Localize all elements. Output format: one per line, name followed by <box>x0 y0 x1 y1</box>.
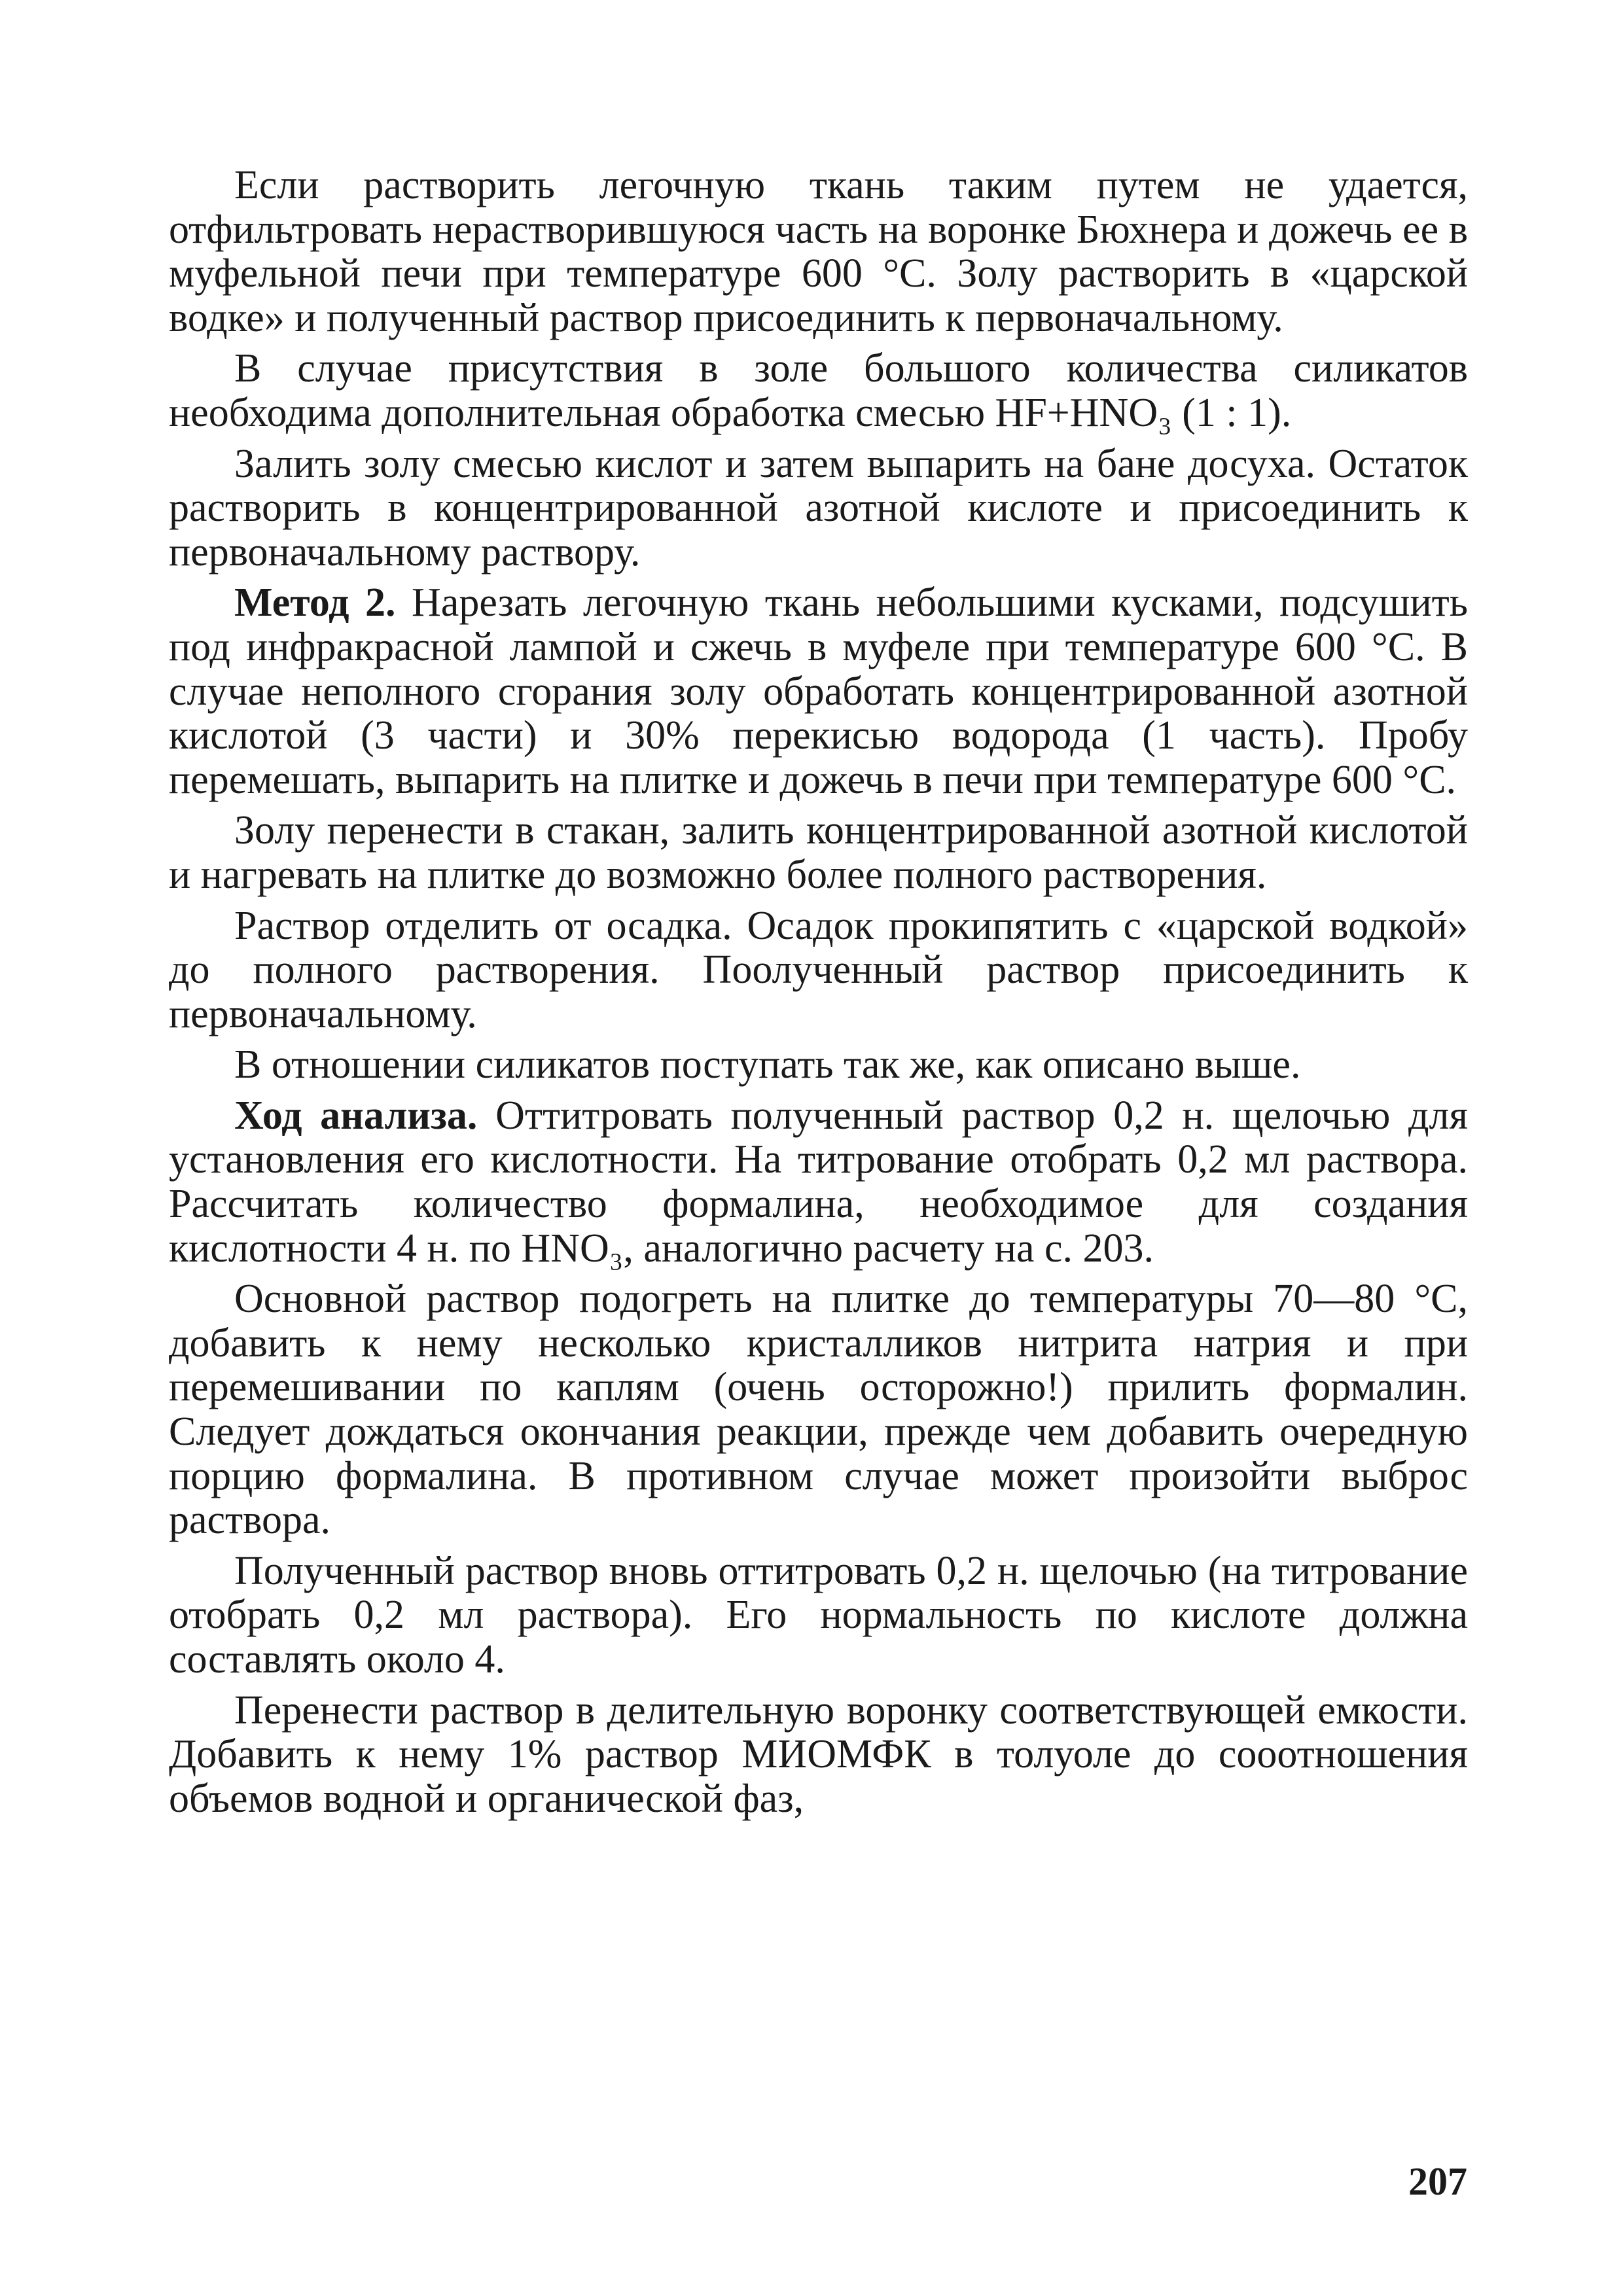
paragraph <box>169 1689 1468 1822</box>
paragraph <box>169 904 1468 1037</box>
paragraph <box>169 809 1468 897</box>
paragraph <box>169 1277 1468 1543</box>
paragraph <box>169 164 1468 340</box>
paragraph-text: Оттитровать полученный раствор 0,2 н. щелочью для установления его кислотности. На титрование отобрать 0,2 мл раствора. Рассчитать количество формалина, необходимое для создания кислотности 4 н. по HNO₃, аналогично расчету на с. 203. <box>169 1093 1468 1271</box>
paragraph <box>169 1549 1468 1682</box>
paragraph <box>169 442 1468 575</box>
paragraph-text: Золу перенести в стакан, залить концентрированной азотной кислотой и нагревать на плитке до возможно более полного растворения. <box>169 808 1468 897</box>
paragraph-text: Перенести раствор в делительную воронку соответствующей емкости. Добавить к нему 1% раствор МИОМФК в толуоле до сооотношения объемов водной и органической фаз, <box>169 1687 1468 1821</box>
paragraph-text: Залить золу смесью кислот и затем выпарить на бане досуха. Остаток растворить в концентрированной азотной кислоте и присоединить к первоначальному раствору. <box>169 441 1468 574</box>
paragraph <box>169 347 1468 435</box>
paragraph-text: В отношении силикатов поступать так же, как описано выше. <box>234 1042 1301 1087</box>
paragraph <box>169 1043 1468 1087</box>
body-text <box>169 164 1468 1821</box>
paragraph-text: В случае присутствия в золе большого количества силикатов необходима дополнительная обработка смесью HF+HNO₃ (1 : 1). <box>169 346 1468 435</box>
run-in-heading: Метод 2. <box>234 580 396 626</box>
paragraph-text: Если растворить легочную ткань таким путем не удается, отфильтровать нерастворившуюся часть на воронке Бюхнера и дожечь ее в муфельной печи при температуре 600 °С. Золу растворить в «царской водке» и полученный раствор присоединить к первоначальному. <box>169 163 1468 340</box>
paragraph-text: Нарезать легочную ткань небольшими кусками, подсушить под инфракрасной лампой и сжечь в муфеле при температуре 600 °С. В случае неполного сгорания золу обработать концентрированной азотной кислотой (3 части) и 30% перекисью водорода (1 часть). Пробу перемешать, выпарить на плитке и дожечь в печи при температуре 600 °С. <box>169 580 1468 802</box>
paragraph-text: Раствор отделить от осадка. Осадок прокипятить с «царской водкой» до полного растворения. Поолученный раствор присоединить к первоначальному. <box>169 903 1468 1036</box>
paragraph-text: Полученный раствор вновь оттитровать 0,2 н. щелочью (на титрование отобрать 0,2 мл раствора). Его нормальность по кислоте должна составлять около 4. <box>169 1548 1468 1682</box>
run-in-heading: Ход анализа. <box>234 1093 478 1138</box>
paragraph <box>169 581 1468 802</box>
paragraph-text: Основной раствор подогреть на плитке до температуры 70—80 °С, добавить к нему несколько кристалликов нитрита натрия и при перемешивании по каплям (очень осторожно!) прилить формалин. Следует дождаться окончания реакции, прежде чем добавить очередную порцию формалина. В противном случае может произойти выброс раствора. <box>169 1277 1468 1543</box>
page-number: 207 <box>1408 2160 1467 2203</box>
paragraph <box>169 1094 1468 1271</box>
